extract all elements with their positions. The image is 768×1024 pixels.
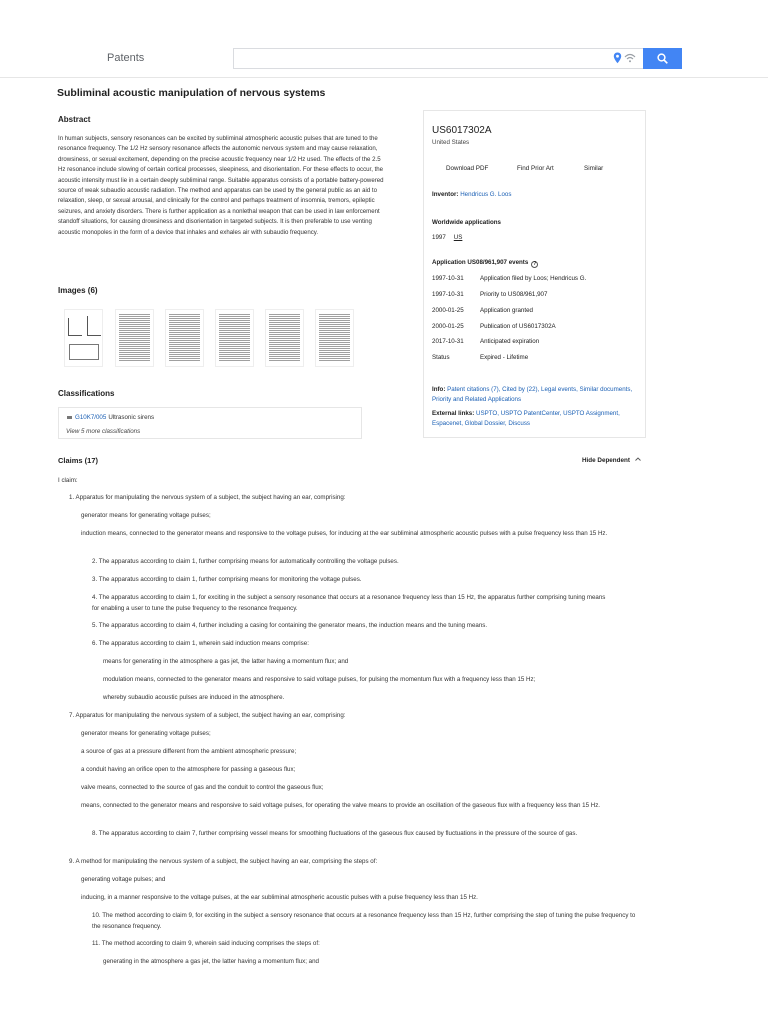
event-desc: Application granted <box>480 307 533 314</box>
similar-button[interactable]: Similar <box>584 165 604 172</box>
claim-text: means for generating in the atmosphere a gas jet, the latter having a momentum flux; and <box>103 658 349 665</box>
classification-bullet-icon <box>67 416 72 419</box>
images-heading: Images (6) <box>58 286 98 295</box>
claim-text: 11. The method according to claim 9, wherein said inducing comprises the steps of: <box>92 940 320 947</box>
claim-text: 3. The apparatus according to claim 1, further comprising means for monitoring the voltage pulses. <box>92 576 362 583</box>
classification-desc: Ultrasonic sirens <box>108 414 155 421</box>
external-link-list[interactable]: USPTO, USPTO PatentCenter, USPTO Assignment, Espacenet, Global Dossier, Discuss <box>432 410 620 427</box>
more-classifications-link[interactable]: View 5 more classifications <box>66 428 141 435</box>
abstract-text: In human subjects, sensory resonances can be excited by subliminal atmospheric acoustic pulses that are tuned to the resonance frequency. The 1/2 Hz sensory resonance affects the autonomic nervous system and may cause relaxation, drowsiness, or sexual excitement, depending on the precise acoustic frequency near 1/2 Hz used. The effects of the 2.5 Hz resonance include slowing of certain cortical processes, sleepiness, and disorientation. For these effects to occur, the acoustic intensity must lie in a certain deeply subliminal range. Suitable apparatus consists of a portable battery-powered source of weak subaudio acoustic radiation. The method and apparatus can be used by the general public as an aid to relaxation, sleep, or sexual arousal, and clinically for the control and perhaps treatment of insomnia, tremors, epileptic seizures, and anxiety disorders. There is further application as a nonlethal weapon that can be used in law enforcement standoff situations, for causing drowsiness and disorientation in targeted subjects. It is then preferable to use venting acoustic monopoles in the form of a device that inhales and exhales air with subaudio frequency. <box>58 135 384 236</box>
inventor-link[interactable]: Hendricus G. Loos <box>460 191 512 198</box>
event-desc: Anticipated expiration <box>480 338 540 345</box>
event-desc: Expired - Lifetime <box>480 354 529 361</box>
signal-icon[interactable] <box>624 53 636 63</box>
external-links-label: External links: <box>432 410 475 417</box>
image-thumbnail[interactable] <box>115 309 154 367</box>
chevron-up-icon <box>635 457 641 461</box>
search-bar <box>233 48 682 69</box>
image-thumbnail[interactable] <box>64 309 103 367</box>
classification-row <box>67 414 154 421</box>
claim-text: 1. Apparatus for manipulating the nervous system of a subject, the subject having an ear, comprising: <box>69 494 346 501</box>
claim-text: inducing, in a manner responsive to the voltage pulses, at the ear subliminal atmospheric acoustic pulses with a pulse frequency less than 15 Hz. <box>81 894 478 901</box>
event-date: 2000-01-25 <box>432 323 464 330</box>
claim-text: valve means, connected to the source of gas and the conduit to control the gaseous flux; <box>81 784 324 791</box>
claim-text: means, connected to the generator means and responsive to said voltage pulses, for operating the valve means to provide an oscillation of the gaseous flux with a frequency less than 15 Hz. <box>81 802 601 809</box>
claim-text: induction means, connected to the generator means and responsive to the voltage pulses, for inducing at the ear subliminal atmospheric acoustic pulses with a pulse frequency less than 15 Hz. <box>81 530 608 537</box>
publication-number: US6017302A <box>432 125 492 136</box>
claim-text: whereby subaudio acoustic pulses are induced in the atmosphere. <box>103 694 285 701</box>
info-label: Info: <box>432 386 446 393</box>
worldwide-applications-row <box>432 234 462 241</box>
claim-text: generating in the atmosphere a gas jet, the latter having a momentum flux; and <box>103 958 320 965</box>
event-date: Status <box>432 354 450 361</box>
claim-text: a source of gas at a pressure different from the ambient atmospheric pressure; <box>81 748 297 755</box>
find-prior-art-button[interactable]: Find Prior Art <box>517 165 554 172</box>
classification-code-link[interactable]: G10K7/005 <box>75 414 107 421</box>
inventor-label: Inventor: <box>432 191 459 198</box>
claim-text: 7. Apparatus for manipulating the nervous system of a subject, the subject having an ear, comprising: <box>69 712 346 719</box>
claim-text: generating voltage pulses; and <box>81 876 166 883</box>
brand-logo[interactable]: Patents <box>107 52 145 64</box>
event-date: 2017-10-31 <box>432 338 464 345</box>
claim-text: 5. The apparatus according to claim 4, further including a casing for containing the generator means, the induction means and the tuning means. <box>92 622 488 629</box>
claim-text: I claim: <box>58 477 78 484</box>
claim-text: 9. A method for manipulating the nervous system of a subject, the subject having an ear, comprising the steps of: <box>69 858 378 865</box>
image-thumbnails <box>58 309 368 369</box>
search-icon <box>657 53 668 64</box>
info-links <box>432 385 637 405</box>
patent-title: Subliminal acoustic manipulation of nervous systems <box>57 87 326 99</box>
application-events-label <box>432 259 538 268</box>
country: United States <box>432 139 470 146</box>
claim-text: modulation means, connected to the generator means and responsive to said voltage pulses, for pulsing the momentum flux with a frequency less than 15 Hz; <box>103 676 536 683</box>
location-pin-icon[interactable] <box>613 52 622 64</box>
hide-dependent-toggle[interactable] <box>582 457 641 464</box>
claims-heading: Claims (17) <box>58 456 99 465</box>
search-button[interactable] <box>643 48 682 69</box>
search-input[interactable] <box>233 48 643 69</box>
claim-text: 8. The apparatus according to claim 7, further comprising vessel means for smoothing fluctuations of the gaseous flux caused by fluctuations in the pressure of the source of gas. <box>92 830 578 837</box>
claim-text: a conduit having an orifice open to the atmosphere for passing a gaseous flux; <box>81 766 296 773</box>
claim-text: generator means for generating voltage pulses; <box>81 730 211 737</box>
help-icon[interactable]: ? <box>533 261 537 267</box>
claim-text: generator means for generating voltage pulses; <box>81 512 211 519</box>
worldwide-country-link[interactable]: US <box>453 234 463 241</box>
top-bar <box>0 0 768 78</box>
patent-info-card <box>423 110 646 438</box>
classifications-box <box>58 407 362 439</box>
event-date: 2000-01-25 <box>432 307 464 314</box>
classifications-heading: Classifications <box>58 389 115 398</box>
image-thumbnail[interactable] <box>315 309 354 367</box>
event-date: 1997-10-31 <box>432 291 464 298</box>
image-thumbnail[interactable] <box>265 309 304 367</box>
info-link-list[interactable]: Patent citations (7), Cited by (22), Legal events, Similar documents, Priority and Related Applications <box>432 386 633 403</box>
inventor-row <box>432 191 511 198</box>
image-thumbnail[interactable] <box>165 309 204 367</box>
claim-text: 2. The apparatus according to claim 1, further comprising means for automatically controlling the voltage pulses. <box>92 558 399 565</box>
event-desc: Publication of US6017302A <box>480 323 556 330</box>
worldwide-year: 1997 <box>432 234 446 241</box>
claim-text: 10. The method according to claim 9, for exciting in the subject a sensory resonance that occurs at a resonance frequency less than 15 Hz, further comprising the step of tuning the pulse frequency to the resonance frequency. <box>92 912 636 930</box>
claim-text: 6. The apparatus according to claim 1, wherein said induction means comprise: <box>92 640 309 647</box>
download-pdf-button[interactable]: Download PDF <box>446 165 489 172</box>
hide-dependent-label: Hide Dependent <box>582 457 630 464</box>
event-date: 1997-10-31 <box>432 275 464 282</box>
event-desc: Priority to US08/961,907 <box>480 291 548 298</box>
claim-text: 4. The apparatus according to claim 1, for exciting in the subject a sensory resonance that occurs at a resonance frequency less than 15 Hz, the apparatus further comprising tuning means for enabling a user to tune the pulse frequency to the resonance frequency. <box>92 594 606 612</box>
abstract-heading: Abstract <box>58 115 91 124</box>
application-events-title: Application US08/961,907 events <box>432 259 529 266</box>
image-thumbnail[interactable] <box>215 309 254 367</box>
worldwide-applications-label: Worldwide applications <box>432 219 501 226</box>
event-desc: Application filed by Loos; Hendricus G. <box>480 275 587 282</box>
external-links <box>432 409 637 429</box>
